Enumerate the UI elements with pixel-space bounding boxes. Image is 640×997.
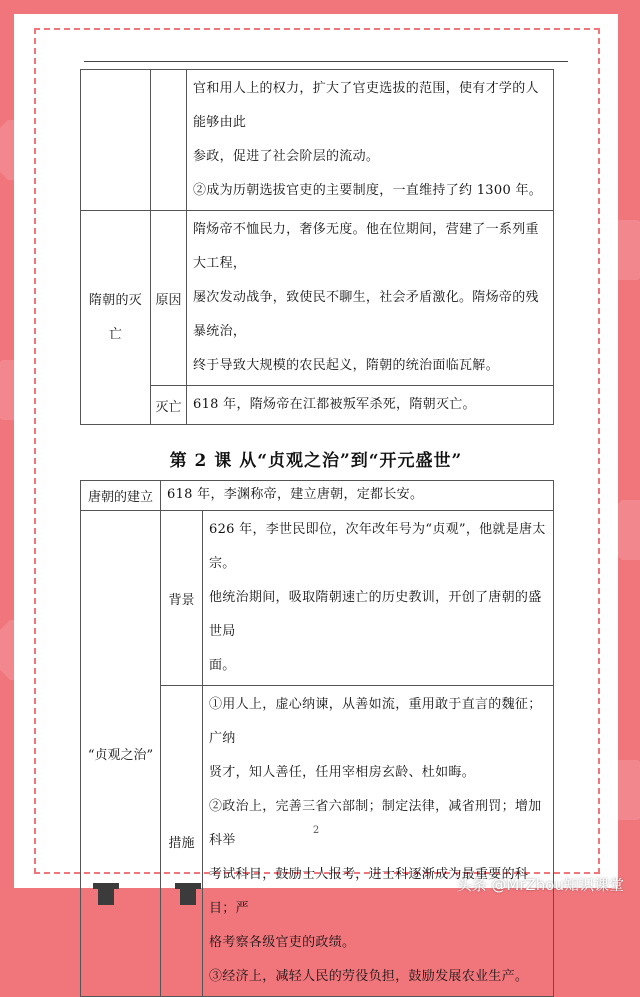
page-number: 2 <box>312 825 320 836</box>
table-row <box>81 211 554 386</box>
measures-text: ①用人上，虚心纳谏，从善如流，重用敢于直言的魏征；广纳 贤才，知人善任，任用宰相房玄龄、杜如晦。 ②政治上，完善三省六部制；制定法律，减省刑罚；增加科举 考试科目，鼓励士人报考，进士科逐渐成为最重要的科目；严 格考察各级官吏的政绩。 ③经济上，减轻人民的劳役负担，鼓励发展农业生产。 <box>203 686 554 997</box>
decorative-foot <box>98 883 114 905</box>
tang-founding-text: 618 年，李渊称帝，建立唐朝，定都长安。 <box>161 481 554 511</box>
sui-fall-label: 隋朝的灭 亡 <box>81 211 151 425</box>
table-row <box>81 481 554 511</box>
table-row <box>81 70 554 211</box>
decorative-foot <box>180 883 196 905</box>
table-row <box>81 511 554 686</box>
cause-text: 隋炀帝不恤民力，奢侈无度。他在位期间，营建了一系列重大工程， 屡次发动战争，致使民不聊生，社会矛盾激化。隋炀帝的残暴统治， 终于导致大规模的农民起义，隋朝的统治面临瓦解。 <box>187 211 554 386</box>
table-tang-dynasty <box>80 480 554 997</box>
background-label: 背景 <box>161 511 203 686</box>
background-text: 626 年，李世民即位，次年改年号为“贞观”，他就是唐太宗。 他统治期间，吸取隋朝速亡的历史教训，开创了唐朝的盛世局 面。 <box>203 511 554 686</box>
cause-label: 原因 <box>151 211 187 386</box>
watermark: 头条 @MrZhou知识课堂 <box>456 876 624 894</box>
fall-text: 618 年，隋炀帝在江都被叛军杀死，隋朝灭亡。 <box>187 386 554 425</box>
measures-label: 措施 <box>161 686 203 997</box>
zhenguan-label: “贞观之治” <box>81 511 161 997</box>
lesson-heading: 第 2 课 从“贞观之治”到“开元盛世” <box>169 451 463 471</box>
top-rule <box>84 61 568 62</box>
fall-label: 灭亡 <box>151 386 187 425</box>
keju-effect-text: 官和用人上的权力，扩大了官吏选拔的范围，使有才学的人能够由此 参政，促进了社会阶层的流动。 ②成为历朝选拔官吏的主要制度，一直维持了约 1300 年。 <box>187 70 554 211</box>
document-page <box>14 14 618 984</box>
table-sui-dynasty <box>80 69 554 425</box>
table-row <box>81 386 554 425</box>
tang-founding-label: 唐朝的建立 <box>81 481 161 511</box>
